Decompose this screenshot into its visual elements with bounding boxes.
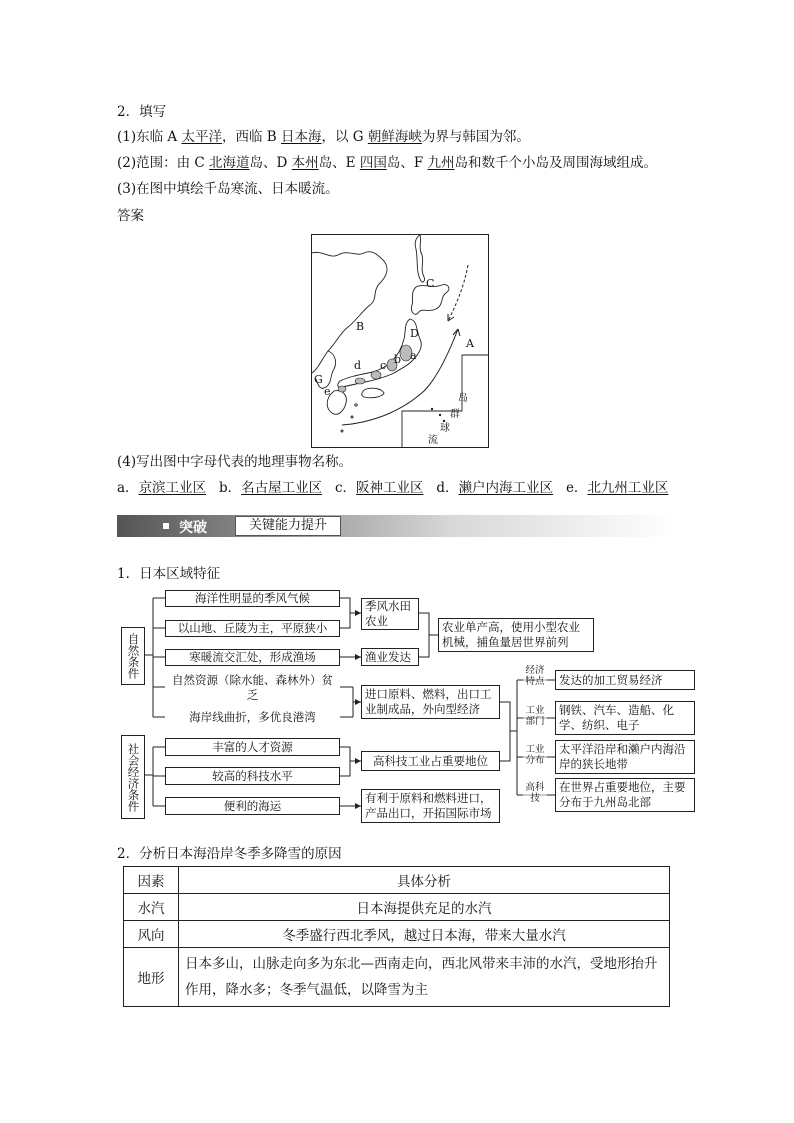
question-1 — [117, 125, 530, 145]
q1-text: 为界与韩国为邻。 — [421, 129, 530, 145]
natural-conditions-label: 自然条件 — [121, 627, 145, 685]
banner-tag: 突破 — [179, 520, 207, 536]
japan-map — [311, 234, 489, 448]
answer-kyushu: 九州 — [427, 155, 455, 171]
shikoku — [362, 388, 384, 398]
label-D: D — [410, 327, 419, 340]
label-a: a — [410, 349, 417, 362]
social-bracket — [145, 747, 165, 806]
answer-label: 答案 — [117, 208, 144, 224]
table-cell: 风向 — [124, 921, 179, 948]
question-3: (3)在图中填绘千岛寒流、日本暖流。 — [117, 181, 339, 197]
answer-shikoku: 四国 — [359, 155, 387, 171]
table-row — [124, 921, 670, 948]
label-d: d — [354, 359, 362, 372]
island — [351, 416, 353, 418]
q2-text: 岛、E — [318, 155, 360, 171]
natural-item: 海洋性明显的季风气候 — [165, 590, 340, 607]
natural-item: 寒暖流交汇处，形成渔场 — [165, 649, 340, 666]
table-header-row — [124, 867, 670, 894]
q2-text: 岛、D — [249, 155, 292, 171]
answer-text: 京滨工业区 — [138, 480, 207, 496]
zone-e — [338, 386, 346, 392]
section-title: 1．日本区域特征 — [117, 566, 221, 582]
table-row — [124, 894, 670, 921]
islands-label-1: 流 — [428, 435, 438, 446]
distribution-box: 太平洋沿岸和濑户内海沿岸的狭长地带 — [555, 740, 695, 774]
question-4: (4)写出图中字母代表的地理事物名称。 — [117, 454, 353, 470]
section-banner — [117, 515, 676, 537]
label-b: b — [394, 353, 402, 366]
answers-line — [117, 476, 668, 496]
answer-pacific: 太平洋 — [181, 129, 222, 145]
label-industry-sector: 工业部门 — [525, 705, 545, 727]
sector-box: 钢铁、汽车、造船、化学、纺织、电子 — [555, 701, 695, 735]
japan-map-drawing — [312, 235, 488, 447]
island — [341, 430, 343, 432]
answer-honshu: 本州 — [291, 155, 319, 171]
table-cell: 地形 — [124, 948, 179, 1007]
label-industry-distribution: 工业分布 — [525, 744, 545, 766]
islands-label-3: 群 — [450, 409, 460, 420]
social-conditions-label: 社会经济条件 — [121, 735, 145, 819]
q2-text: 岛、F — [386, 155, 428, 171]
label-hitech: 高科技 — [525, 782, 545, 804]
section-title: 2．分析日本海沿岸冬季多降雪的原因 — [117, 846, 342, 862]
section-title: 2．填写 — [117, 104, 167, 120]
zone-c — [371, 371, 381, 379]
social-item: 便利的海运 — [165, 797, 340, 815]
answer-text: 名古屋工业区 — [241, 480, 323, 496]
q1-text: (1)东临 A — [117, 129, 182, 145]
islet — [431, 408, 433, 410]
region-features-diagram — [117, 585, 697, 833]
continent-coastline — [312, 252, 387, 373]
q1-text: ，西临 B — [221, 129, 281, 145]
q2-text: 岛和数千个小岛及周围海域组成。 — [454, 155, 657, 171]
monsoon-agri-box: 季风水田农业 — [361, 598, 419, 630]
label-underlines — [523, 680, 547, 795]
table-header-cell: 因素 — [124, 867, 179, 894]
label-economy: 经济特点 — [525, 665, 545, 687]
answer-sea-of-japan: 日本海 — [280, 129, 322, 145]
label-A: A — [466, 337, 474, 350]
fishery-box: 渔业发达 — [361, 648, 419, 666]
natural-item: 以山地、丘陵为主，平原狭小 — [165, 620, 340, 637]
port-box: 有利于原料和燃料进口，产品出口，开拓国际市场 — [361, 789, 500, 823]
label-B: B — [356, 320, 365, 333]
natural-bracket — [145, 598, 165, 717]
island — [355, 404, 357, 406]
right-connectors — [547, 680, 555, 795]
table-cell: 水汽 — [124, 894, 179, 921]
table-header-cell: 具体分析 — [179, 867, 670, 894]
answer-letter: c． — [334, 480, 357, 496]
islet — [439, 414, 441, 416]
hitech-box: 高科技工业占重要地位 — [361, 751, 500, 771]
economy-box: 发达的加工贸易经济 — [555, 670, 695, 690]
answer-korea-strait: 朝鲜海峡 — [367, 129, 422, 145]
kuril-current — [448, 265, 468, 321]
q1-text: ，以 G — [321, 129, 368, 145]
social-item: 较高的科技水平 — [165, 767, 340, 785]
right-bracket — [517, 680, 523, 795]
question-2 — [117, 151, 657, 171]
islands-label-2: 球 — [440, 423, 450, 434]
table-cell: 日本海提供充足的水汽 — [179, 894, 670, 921]
answer-letter: b． — [218, 480, 242, 496]
natural-item: 自然资源（除水能、森林外）贫乏 — [165, 679, 340, 696]
answer-hokkaido: 北海道 — [209, 155, 250, 171]
islands-label-4: 岛 — [458, 393, 468, 404]
zone-d — [355, 378, 365, 384]
table-row — [124, 948, 670, 1007]
label-e: e — [324, 385, 331, 398]
answer-letter: a． — [117, 480, 139, 496]
label-G: G — [314, 373, 323, 386]
connector-tree — [500, 702, 517, 761]
answer-letter: e． — [565, 480, 588, 496]
connector-agri — [419, 613, 438, 657]
answer-letter: d． — [436, 480, 459, 496]
natural-item: 海岸线曲折，多优良港湾 — [165, 709, 340, 726]
islet — [443, 420, 445, 422]
table-cell: 冬季盛行西北季风，越过日本海，带来大量水汽 — [179, 921, 670, 948]
label-c: c — [380, 359, 387, 372]
agri-result-box: 农业单产高，使用小型农业机械，捕鱼量居世界前列 — [438, 618, 594, 652]
snow-factors-table — [123, 866, 670, 1007]
answer-text: 阪神工业区 — [356, 480, 424, 496]
sakhalin — [415, 235, 424, 282]
label-C: C — [426, 277, 435, 290]
banner-subtitle: 关键能力提升 — [235, 516, 341, 536]
answer-text: 濑户内海工业区 — [458, 480, 554, 496]
table-cell: 日本多山，山脉走向多为东北—西南走向，西北风带来丰沛的水汽，受地形抬升作用，降水多；冬季气温低，以降雪为主 — [179, 948, 670, 1007]
bullet-icon — [163, 523, 169, 529]
q2-text: (2)范围：由 C — [117, 155, 210, 171]
social-item: 丰富的人才资源 — [165, 738, 340, 756]
hitech-dist-box: 在世界占重要地位，主要分布于九州岛北部 — [555, 778, 695, 812]
import-box: 进口原料、燃料，出口工业制成品，外向型经济 — [361, 685, 500, 719]
answer-text: 北九州工业区 — [587, 480, 669, 496]
